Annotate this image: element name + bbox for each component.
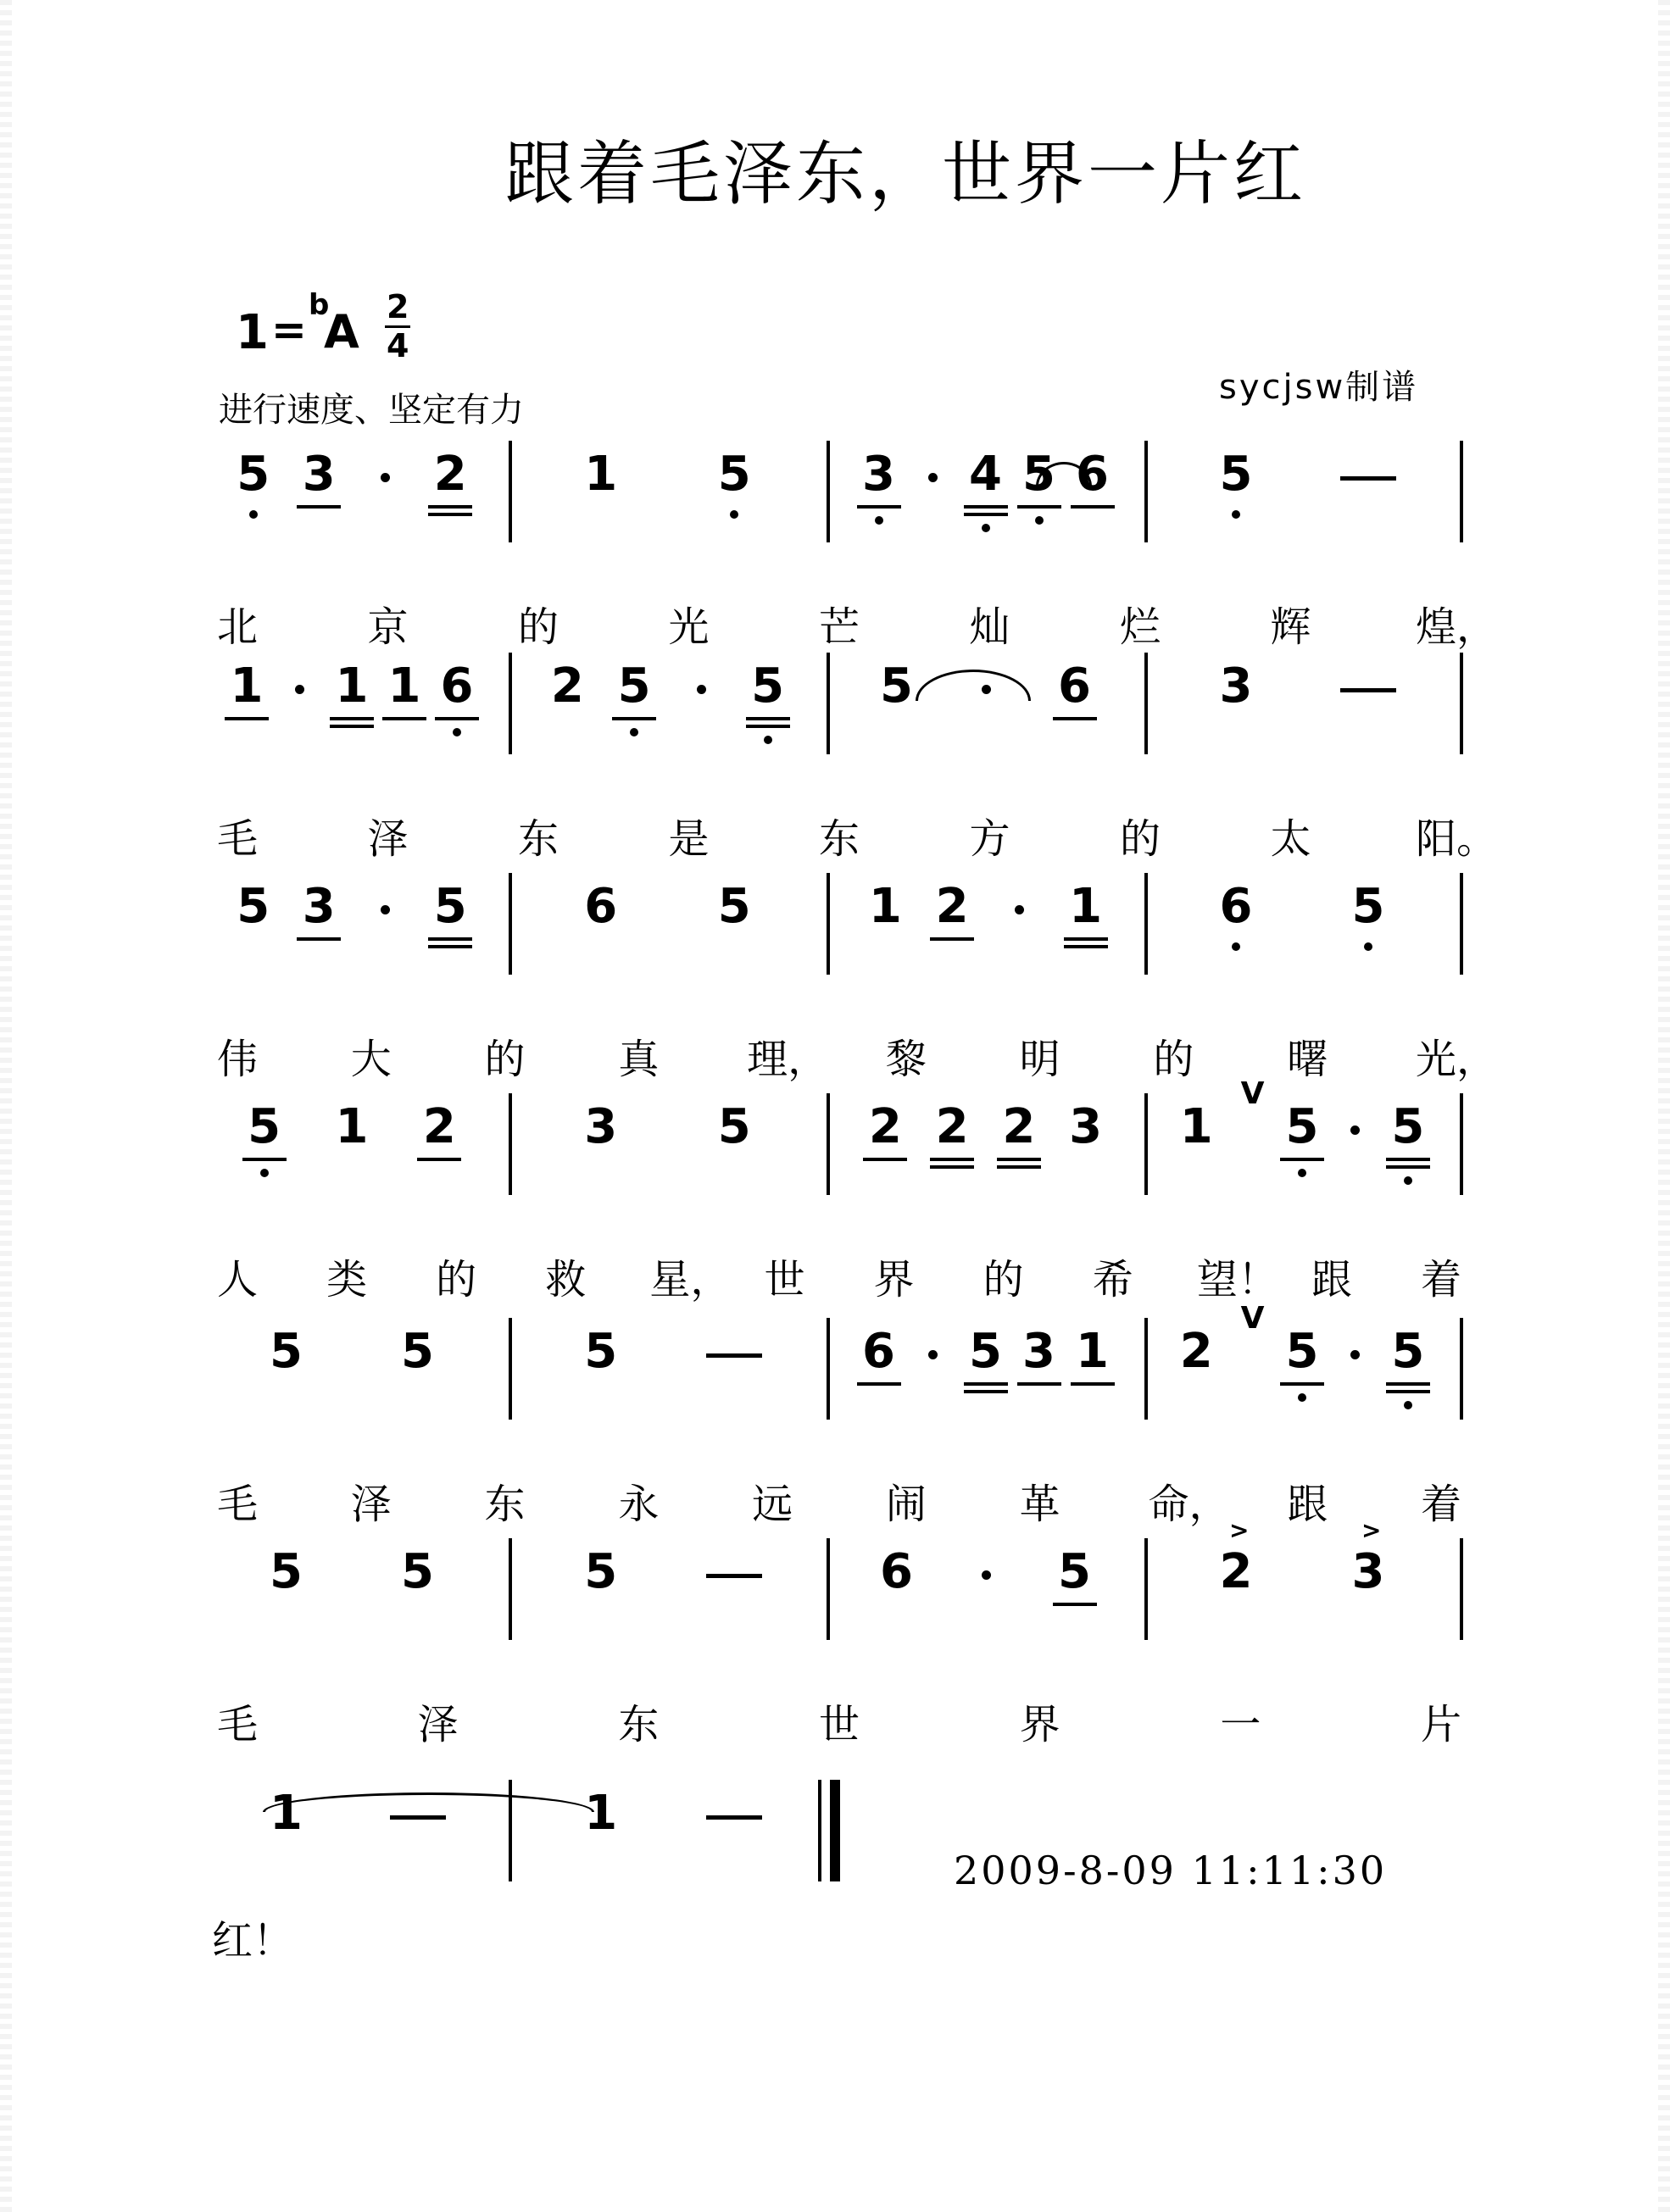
lyric-syllable: 的 [1119, 815, 1161, 863]
underline-beam [746, 717, 790, 720]
timestamp: 2009-8-09 11:11:30 [954, 1848, 1388, 1893]
note: 5 [401, 1324, 434, 1379]
note: 6 [880, 1544, 913, 1599]
lyric-syllable: 辉 [1270, 603, 1311, 651]
barline [1460, 441, 1463, 542]
lyric-syllable: 芒 [818, 603, 860, 651]
note: 6 [584, 879, 618, 934]
augmentation-dot [381, 473, 390, 482]
breath-mark: V [1240, 1301, 1265, 1336]
note: 5 [401, 1544, 434, 1599]
lyric-syllable: 红！ [212, 1917, 294, 1965]
note: 1 [584, 447, 618, 502]
accent-mark: > [1361, 1516, 1382, 1544]
note: 5 [1058, 1544, 1091, 1599]
note: 3 [302, 447, 336, 502]
lyric-syllable: 着 [1420, 1256, 1461, 1303]
sustain-dash [390, 1815, 446, 1820]
sustain-dash [706, 1574, 762, 1578]
lyric-syllable: 太 [1270, 815, 1311, 863]
note: 5 [270, 1324, 303, 1379]
lyric-syllable: 的 [436, 1256, 477, 1303]
underline-beam [1017, 505, 1061, 509]
underline-beam [1386, 1165, 1430, 1169]
sustain-dash [706, 1815, 762, 1820]
octave-dot-below [630, 728, 638, 736]
lyric-syllable: 命， [1148, 1481, 1230, 1528]
lyric-syllable: 永 [618, 1481, 660, 1528]
octave-dot-below [1404, 1401, 1412, 1409]
note: 3 [1022, 1324, 1055, 1379]
lyric-syllable: 曙 [1287, 1036, 1328, 1083]
lyric-syllable: 世 [764, 1256, 805, 1303]
lyric-syllable: 泽 [417, 1701, 459, 1748]
octave-dot-below [1232, 510, 1240, 519]
augmentation-dot [928, 1350, 938, 1359]
lyric-syllable: 光， [1416, 1036, 1498, 1083]
sustain-dash [1340, 688, 1396, 692]
lyric-syllable: 的 [1153, 1036, 1194, 1083]
time-denominator: 4 [387, 327, 409, 364]
underline-beam [863, 1158, 907, 1161]
lyric-syllable: 烂 [1119, 603, 1161, 651]
note: 5 [1391, 1324, 1425, 1379]
barline [827, 1093, 830, 1195]
note: 3 [1351, 1544, 1385, 1599]
lyric-syllable: 救 [545, 1256, 587, 1303]
note: 5 [717, 879, 751, 934]
barline [1144, 1538, 1148, 1640]
barline [1144, 1093, 1148, 1195]
barline [1144, 441, 1148, 542]
underline-beam [428, 513, 472, 516]
lyric-syllable: 阳。 [1416, 815, 1498, 863]
underline-beam [997, 1158, 1041, 1161]
underline-beam [428, 945, 472, 948]
note: 2 [433, 447, 467, 502]
note: 1 [230, 659, 264, 714]
lyric-syllable: 毛 [216, 1481, 258, 1528]
note: 1 [1076, 1324, 1109, 1379]
lyric-syllable: 闹 [885, 1481, 927, 1528]
lyric-syllable: 的 [517, 603, 559, 651]
underline-beam [964, 505, 1008, 509]
lyric-syllable: 一 [1220, 1701, 1261, 1748]
barline [509, 873, 512, 975]
barline [509, 1093, 512, 1195]
underline-beam [930, 937, 974, 941]
underline-beam [1386, 1382, 1430, 1386]
note: 2 [868, 1099, 902, 1154]
lyric-syllable: 灿 [969, 603, 1010, 651]
augmentation-dot [295, 685, 304, 694]
underline-beam [930, 1165, 974, 1169]
final-barline-thick [830, 1780, 840, 1881]
underline-beam [1071, 505, 1115, 509]
underline-beam [930, 1158, 974, 1161]
note: 6 [1058, 659, 1091, 714]
tempo-marking: 进行速度、坚定有力 [219, 391, 524, 430]
underline-beam [417, 1158, 461, 1161]
accent-mark: > [1229, 1516, 1250, 1544]
lyric-syllable: 界 [1019, 1701, 1060, 1748]
lyric-syllable: 星， [649, 1256, 732, 1303]
note: 5 [751, 659, 785, 714]
lyric-syllable: 煌， [1416, 603, 1498, 651]
slur [916, 670, 1031, 701]
underline-beam [428, 937, 472, 941]
barline [509, 653, 512, 754]
octave-dot-below [1404, 1176, 1412, 1185]
octave-dot-below [1364, 942, 1372, 951]
slur [263, 1792, 594, 1812]
lyric-syllable: 界 [873, 1256, 915, 1303]
lyric-syllable: 远 [752, 1481, 793, 1528]
underline-beam [964, 1390, 1008, 1393]
note: 2 [422, 1099, 456, 1154]
lyric-syllable: 伟 [216, 1036, 258, 1083]
underline-beam [746, 725, 790, 728]
lyric-syllable: 东 [517, 815, 559, 863]
note: 1 [335, 1099, 369, 1154]
note: 2 [550, 659, 584, 714]
underline-beam [1053, 717, 1097, 720]
underline-beam [1071, 1382, 1115, 1386]
underline-beam [997, 1165, 1041, 1169]
lyric-syllable: 东 [484, 1481, 526, 1528]
barline [827, 653, 830, 754]
barline [827, 1318, 830, 1420]
lyric-syllable: 望！ [1196, 1256, 1278, 1303]
underline-beam [435, 717, 479, 720]
note: 1 [335, 659, 369, 714]
lyric-syllable: 大 [350, 1036, 392, 1083]
note: 1 [868, 879, 902, 934]
note: 5 [1391, 1099, 1425, 1154]
barline [1460, 1093, 1463, 1195]
underline-beam [242, 1158, 287, 1161]
note: 3 [1219, 659, 1253, 714]
octave-dot-below [453, 728, 461, 736]
augmentation-dot [1350, 1350, 1360, 1359]
final-barline-thin [818, 1780, 821, 1881]
barline [1144, 1318, 1148, 1420]
note: 5 [248, 1099, 281, 1154]
note: 2 [935, 879, 969, 934]
note: 3 [1069, 1099, 1103, 1154]
note: 6 [440, 659, 474, 714]
arranger-credit: sycjsw制谱 [1219, 368, 1419, 407]
underline-beam [964, 513, 1008, 516]
underline-beam [297, 505, 341, 509]
note: 5 [584, 1324, 618, 1379]
lyric-syllable: 泽 [367, 815, 409, 863]
lyric-syllable: 毛 [216, 1701, 258, 1748]
lyric-syllable: 理， [747, 1036, 829, 1083]
note: 1 [584, 1786, 618, 1841]
underline-beam [225, 717, 269, 720]
note: 5 [1219, 447, 1253, 502]
note: 5 [1022, 447, 1055, 502]
barline [1460, 653, 1463, 754]
note: 6 [862, 1324, 895, 1379]
octave-dot-below [982, 524, 990, 532]
lyric-syllable: 跟 [1311, 1256, 1352, 1303]
underline-beam [1386, 1390, 1430, 1393]
note: 6 [1219, 879, 1253, 934]
underline-beam [1064, 937, 1108, 941]
underline-beam [1064, 945, 1108, 948]
underline-beam [1017, 1382, 1061, 1386]
barline [1144, 653, 1148, 754]
octave-dot-below [1232, 942, 1240, 951]
augmentation-dot [1015, 905, 1024, 914]
barline [1460, 1318, 1463, 1420]
underline-beam [382, 717, 426, 720]
note: 1 [1069, 879, 1103, 934]
augmentation-dot [697, 685, 706, 694]
note: 5 [1285, 1099, 1319, 1154]
octave-dot-below [730, 510, 738, 519]
note: 1 [270, 1786, 303, 1841]
note: 5 [1351, 879, 1385, 934]
underline-beam [857, 1382, 901, 1386]
lyric-syllable: 东 [618, 1701, 660, 1748]
lyric-syllable: 人 [216, 1256, 258, 1303]
octave-dot-below [1298, 1169, 1306, 1177]
barline [1144, 873, 1148, 975]
note: 2 [1219, 1544, 1253, 1599]
barline [1460, 873, 1463, 975]
note: 5 [1285, 1324, 1319, 1379]
note: 3 [302, 879, 336, 934]
lyric-syllable: 的 [484, 1036, 526, 1083]
note: 5 [237, 447, 270, 502]
lyric-syllable: 京 [367, 603, 409, 651]
octave-dot-below [249, 510, 258, 519]
barline [509, 1538, 512, 1640]
sustain-dash [706, 1353, 762, 1358]
lyric-syllable: 着 [1420, 1481, 1461, 1528]
lyric-syllable: 世 [818, 1701, 860, 1748]
lyric-syllable: 方 [969, 815, 1010, 863]
note: 1 [387, 659, 421, 714]
note: 2 [1179, 1324, 1213, 1379]
lyric-syllable: 是 [668, 815, 710, 863]
key-note: A [324, 305, 359, 358]
lyric-syllable: 泽 [350, 1481, 392, 1528]
note: 5 [433, 879, 467, 934]
lyric-syllable: 革 [1019, 1481, 1060, 1528]
lyric-syllable: 明 [1019, 1036, 1060, 1083]
note: 5 [969, 1324, 1002, 1379]
lyric-syllable: 片 [1420, 1701, 1461, 1748]
barline [827, 441, 830, 542]
lyric-syllable: 黎 [885, 1036, 927, 1083]
key-flat-sign: b [309, 288, 330, 322]
lyric-syllable: 类 [326, 1256, 368, 1303]
sustain-dash [1340, 476, 1396, 481]
augmentation-dot [928, 473, 938, 482]
underline-beam [1280, 1382, 1324, 1386]
note: 2 [935, 1099, 969, 1154]
note: 3 [584, 1099, 618, 1154]
barline [827, 873, 830, 975]
barline [509, 441, 512, 542]
barline [1460, 1538, 1463, 1640]
lyric-syllable: 跟 [1287, 1481, 1328, 1528]
song-title: 跟着毛泽东，世界一片红 [504, 134, 1307, 214]
octave-dot-below [1298, 1393, 1306, 1402]
note: 5 [617, 659, 651, 714]
lyric-syllable: 东 [818, 815, 860, 863]
note: 2 [1002, 1099, 1036, 1154]
underline-beam [297, 937, 341, 941]
lyric-syllable: 毛 [216, 815, 258, 863]
note: 5 [237, 879, 270, 934]
breath-mark: V [1240, 1076, 1265, 1111]
key-equals: = [271, 305, 307, 354]
lyric-syllable: 北 [216, 603, 258, 651]
underline-beam [330, 717, 374, 720]
time-numerator: 2 [387, 288, 409, 325]
lyric-syllable: 的 [983, 1256, 1024, 1303]
note: 5 [270, 1544, 303, 1599]
key-tonic-number: 1 [236, 305, 269, 360]
underline-beam [964, 1382, 1008, 1386]
underline-beam [1386, 1158, 1430, 1161]
note: 5 [584, 1544, 618, 1599]
barline [509, 1318, 512, 1420]
augmentation-dot [982, 1570, 991, 1580]
augmentation-dot [1350, 1125, 1360, 1135]
octave-dot-below [764, 736, 772, 744]
lyric-syllable: 光 [668, 603, 710, 651]
barline [827, 1538, 830, 1640]
augmentation-dot [381, 905, 390, 914]
note: 5 [880, 659, 913, 714]
note: 5 [717, 447, 751, 502]
underline-beam [330, 725, 374, 728]
note: 4 [969, 447, 1002, 502]
note: 6 [1076, 447, 1109, 502]
underline-beam [1280, 1158, 1324, 1161]
lyric-syllable: 真 [618, 1036, 660, 1083]
underline-beam [857, 505, 901, 509]
lyric-syllable: 希 [1092, 1256, 1133, 1303]
underline-beam [428, 505, 472, 509]
note: 3 [862, 447, 895, 502]
underline-beam [1053, 1603, 1097, 1606]
octave-dot-below [1035, 516, 1044, 525]
octave-dot-below [875, 516, 883, 525]
octave-dot-below [260, 1169, 269, 1177]
underline-beam [612, 717, 656, 720]
note: 1 [1179, 1099, 1213, 1154]
note: 5 [717, 1099, 751, 1154]
